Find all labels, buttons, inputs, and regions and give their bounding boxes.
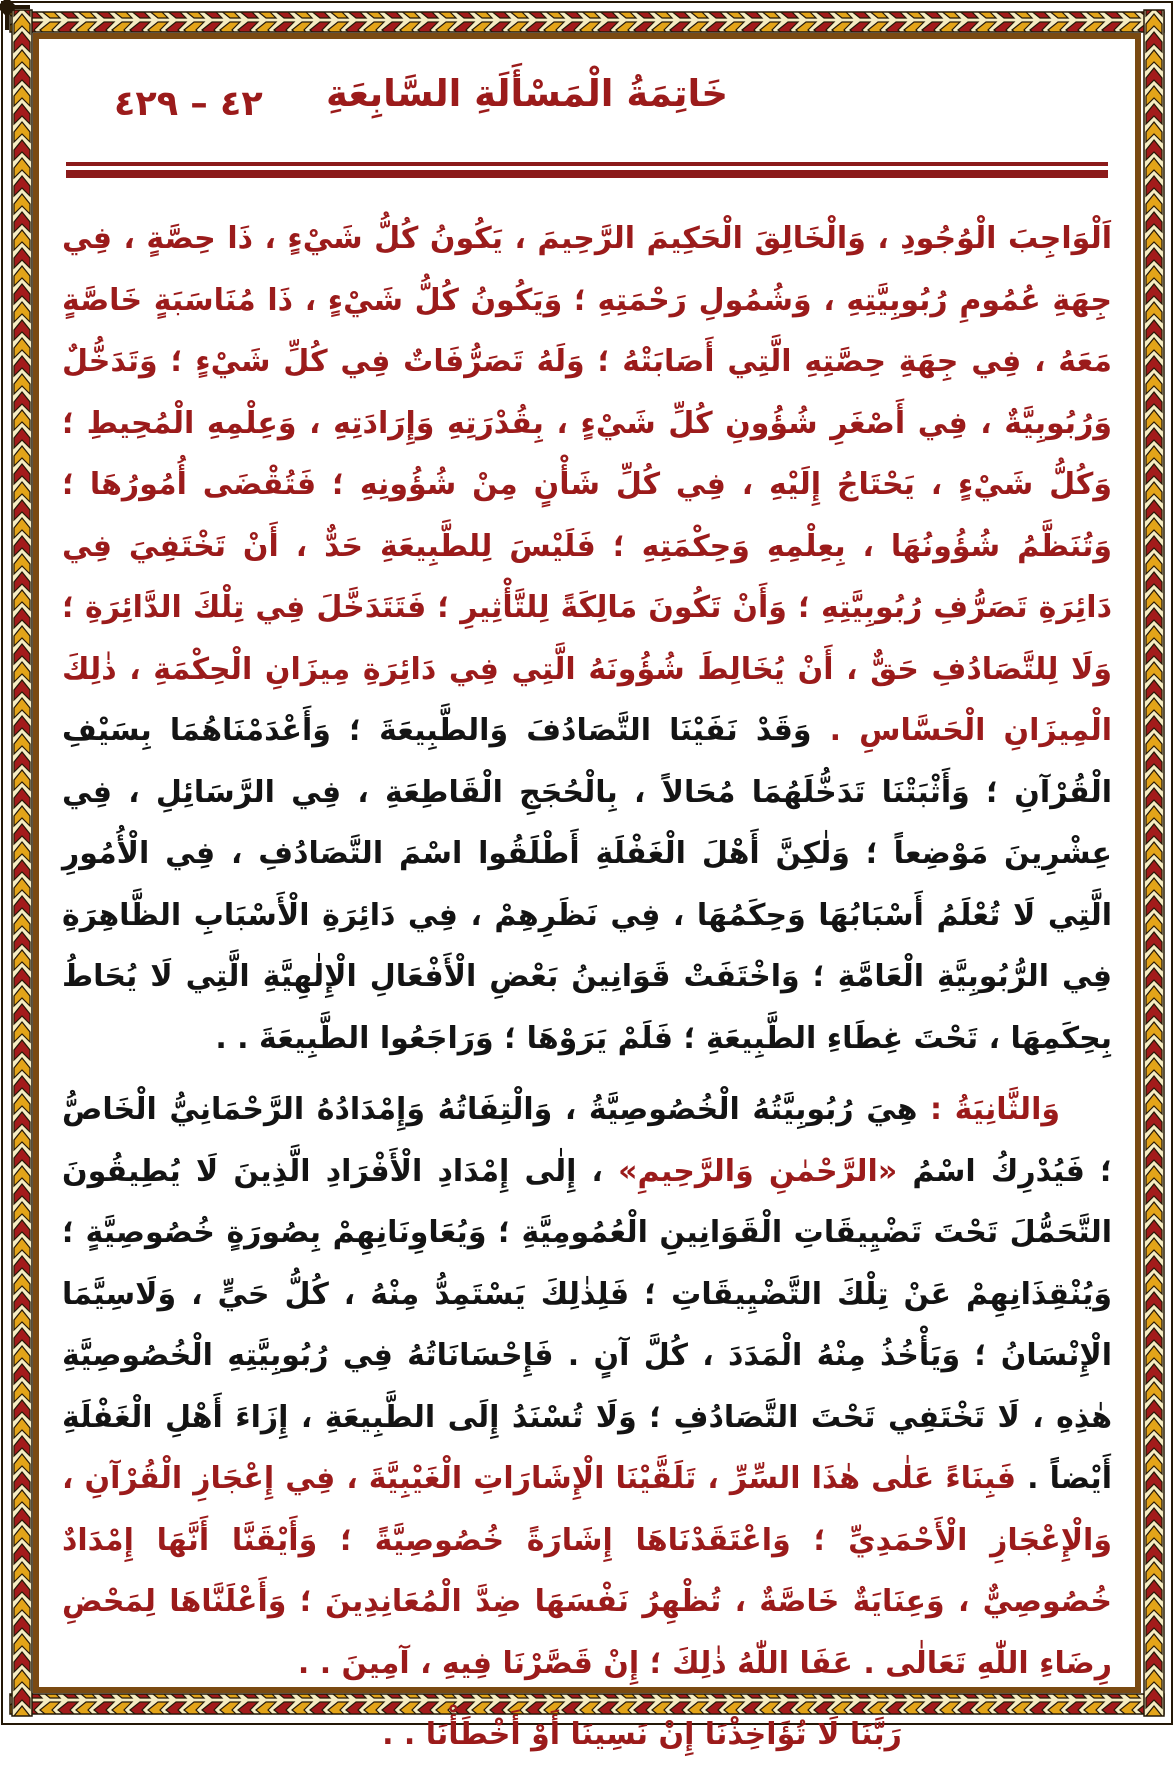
text-segment: هِيَ رُبُوبِيَّتُهُ الْخُصُوصِيَّةُ ، وَالْتِفَاتُهُ وَإِمْدَادُهُ الرَّحْمَانِيُّ الْخَاصُّ ؛ فَيُدْرِكُ اسْمُ — [62, 1092, 1112, 1189]
page-content — [62, 50, 1112, 1752]
header-rule — [66, 162, 1108, 178]
text-segment: وَالثَّانِيَةُ : — [917, 1092, 1060, 1127]
text-segment: فَبِنَاءً عَلٰى هٰذَا السِّرِّ ، تَلَقَّيْنَا الْإِشَارَاتِ الْغَيْبِيَّةَ ، فِي إِعْجَازِ الْقُرْآنِ ، وَالْإِعْجَازِ الْأَحْمَدِيِّ ؛ وَاعْتَقَدْنَاهَا إِشَارَةً خُصُوصِيَّةً ؛ وَأَيْقَنَّا أَنَّهَا إِمْدَادٌ خُصُوصِيٌّ ، وَعِنَايَةٌ خَاصَّةٌ ، تُظْهِرُ نَفْسَهَا ضِدَّ الْمُعَانِدِينَ ؛ وَأَعْلَنَّاهَا لِمَحْضِ رِضَاءِ اللّٰهِ تَعَالٰى . عَفَا اللّٰهُ ذٰلِكَ ؛ إِنْ قَصَّرْنَا فِيهِ ، آمِينَ . . — [62, 1461, 1112, 1681]
page-number: ٤٢ – ٤٢٩ — [114, 84, 263, 124]
text-segment: اَلْوَاجِبَ الْوُجُودِ ، وَالْخَالِقَ الْحَكِيمَ الرَّحِيمَ ، يَكُونُ كُلُّ شَيْءٍ ، ذَا حِصَّةٍ ، فِي جِهَةِ عُمُومِ رُبُوبِيَّتِهِ ، وَشُمُولِ رَحْمَتِهِ ؛ وَيَكُونُ كُلُّ شَيْءٍ ، ذَا مُنَاسَبَةٍ خَاصَّةٍ مَعَهُ ، فِي جِهَةِ حِصَّتِهِ الَّتِي أَصَابَتْهُ ؛ وَلَهُ تَصَرُّفَاتٌ فِي كُلِّ شَيْءٍ ؛ وَتَدَخُّلٌ وَرُبُوبِيَّةٌ ، فِي أَصْغَرِ شُؤُونِ كُلِّ شَيْءٍ ، بِقُدْرَتِهِ وَإِرَادَتِهِ ، وَعِلْمِهِ الْمُحِيطِ ؛ وَكُلُّ شَيْءٍ ، يَحْتَاجُ إِلَيْهِ ، فِي كُلِّ شَأْنٍ مِنْ شُؤُونِهِ ؛ فَتُقْضَى أُمُورُهَا ؛ وَتُنَظَّمُ شُؤُونُهَا ، بِعِلْمِهِ وَحِكْمَتِهِ ؛ فَلَيْسَ لِلطَّبِيعَةِ حَدٌّ ، أَنْ تَخْتَفِيَ فِي دَائِرَةِ تَصَرُّفِ رُبُوبِيَّتِهِ ؛ وَأَنْ تَكُونَ مَالِكَةً لِلتَّأْثِيرِ ؛ فَتَتَدَخَّلَ فِي تِلْكَ الدَّائِرَةِ ؛ وَلَا لِلتَّصَادُفِ حَقٌّ ، أَنْ يُخَالِطَ شُؤُونَهُ الَّتِي فِي دَائِرَةِ مِيزَانِ الْحِكْمَةِ ، ذٰلِكَ الْمِيزَانِ الْحَسَّاسِ . — [62, 221, 1112, 748]
closing-prayer: رَبَّنَا لَا تُؤَاخِذْنَا إِنْ نَسِينَا أَوْ أَخْطَأْنَا . . — [382, 1717, 902, 1752]
text-segment: ، إِلٰى إِمْدَادِ الْأَفْرَادِ الَّذِينَ لَا يُطِيقُونَ التَّحَمُّلَ تَحْتَ تَضْيِيقَاتِ الْقَوَانِينِ الْعُمُومِيَّةِ ؛ وَيُعَاوِنَانِهِمْ بِصُورَةٍ خُصُوصِيَّةٍ ؛ وَيُنْقِذَانِهِمْ عَنْ تِلْكَ التَّضْيِيقَاتِ ؛ فَلِذٰلِكَ يَسْتَمِدُّ مِنْهُ ، كُلُّ حَيٍّ ، وَلَاسِيَّمَا الْإِنْسَانُ ؛ وَيَأْخُذُ مِنْهُ الْمَدَدَ ، كُلَّ آنٍ . فَإِحْسَانَاتُهُ فِي رُبُوبِيَّتِهِ الْخُصُوصِيَّةِ هٰذِهِ ، لَا تَخْتَفِي تَحْتَ التَّصَادُفِ ؛ وَلَا تُسْنَدُ إِلَى الطَّبِيعَةِ ، إِزَاءَ أَهْلِ الْغَفْلَةِ أَيْضاً . — [62, 1153, 1112, 1496]
page-title: خَاتِمَةُ الْمَسْأَلَةِ السَّابِعَةِ — [325, 72, 729, 115]
header-rule-thin — [66, 162, 1108, 166]
page-header — [62, 72, 1112, 148]
paragraph-1 — [62, 208, 1112, 1069]
body-text — [62, 208, 1112, 1766]
paragraph-2 — [62, 1079, 1112, 1694]
header-rule-thick — [66, 170, 1108, 178]
text-segment: «الرَّحْمٰنِ وَالرَّحِيمِ» — [618, 1153, 898, 1189]
text-segment: وَقَدْ نَفَيْنَا التَّصَادُفَ وَالطَّبِيعَةَ ؛ وَأَعْدَمْنَاهُمَا بِسَيْفِ الْقُرْآنِ ؛ وَأَثْبَتْنَا تَدَخُّلَهُمَا مُحَالاً ، بِالْحُجَجِ الْقَاطِعَةِ ، فِي الرَّسَائِلِ ، فِي عِشْرِينَ مَوْضِعاً ؛ وَلٰكِنَّ أَهْلَ الْغَفْلَةِ أَطْلَقُوا اسْمَ التَّصَادُفِ ، فِي الْأُمُورِ الَّتِي لَا تُعْلَمُ أَسْبَابُهَا وَحِكَمُهَا ، فِي نَظَرِهِمْ ، فِي دَائِرَةِ الْأَسْبَابِ الظَّاهِرَةِ فِي الرُّبُوبِيَّةِ الْعَامَّةِ ؛ وَاخْتَفَتْ قَوَانِينُ بَعْضِ الْأَفْعَالِ الْإِلٰهِيَّةِ الَّتِي لَا يُحَاطُ بِحِكَمِهَا ، تَحْتَ غِطَاءِ الطَّبِيعَةِ ؛ فَلَمْ يَرَوْهَا ؛ وَرَاجَعُوا الطَّبِيعَةَ . . — [62, 713, 1112, 1056]
